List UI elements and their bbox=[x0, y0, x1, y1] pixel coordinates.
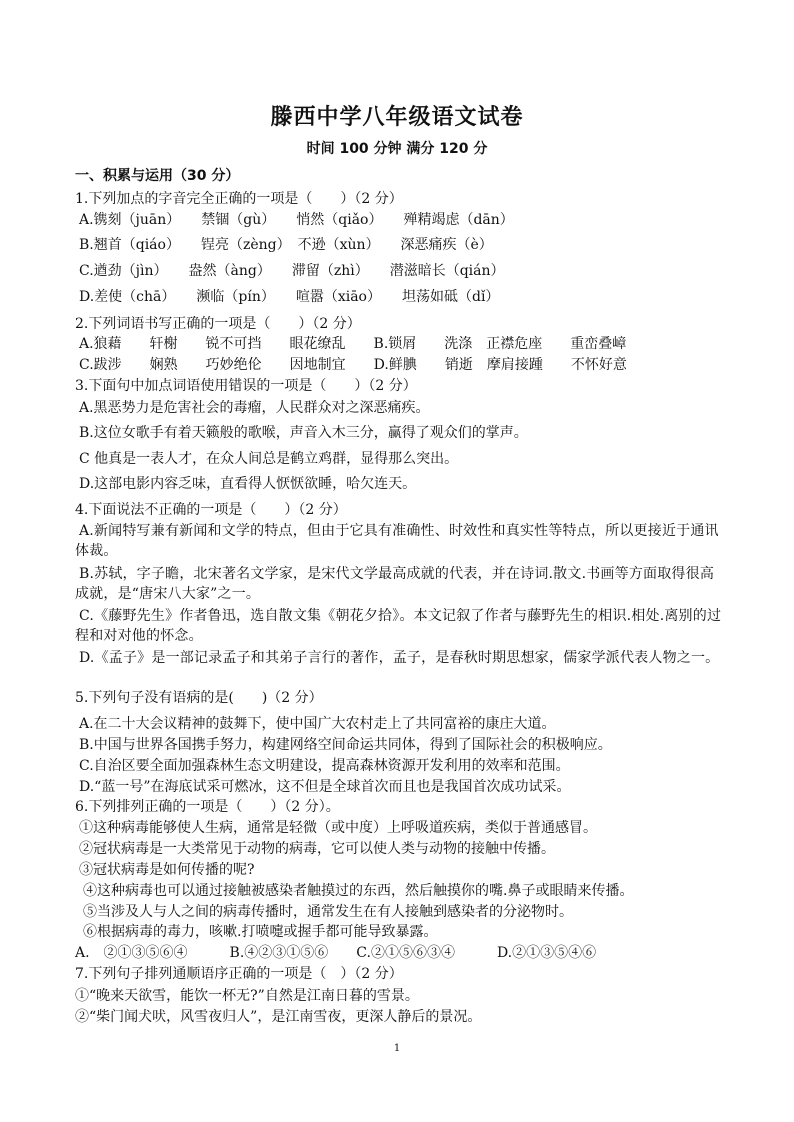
q4-option-a: A.新闻特写兼有新闻和文学的特点，但由于它具有准确性、时效性和真实性等特点，所以更接近于通讯体裁。 bbox=[75, 523, 719, 559]
q1-option-d: D.差使（chā） 濒临（pín） 喧嚣（xiāo） 坦荡如砥（dǐ） bbox=[79, 289, 500, 305]
q5-option-b: B.中国与世界各国携手努力，构建网络空间命运共同体，得到了国际社会的积极响应。 bbox=[79, 737, 612, 753]
q6-sentence-5: ⑤当涉及人与人之间的病毒传播时，通常发生在有人接触到感染者的分泌物时。 bbox=[83, 904, 573, 920]
q6-sentence-6: ⑥根据病毒的毒力，咳嗽.打喷嚏或握手都可能导致暴露。 bbox=[83, 924, 438, 940]
q4-option-d: D.《孟子》是一部记录孟子和其弟子言行的著作，孟子，是春秋时期思想家，儒家学派代表人物之一。 bbox=[79, 650, 720, 666]
page-number: 1 bbox=[393, 1043, 401, 1054]
q6-sentence-4: ④这种病毒也可以通过接触被感染者触摸过的东西，然后触摸你的嘴.鼻子或眼睛来传播。 bbox=[83, 883, 634, 899]
q5-option-a: A.在二十大会议精神的鼓舞下，使中国广大农村走上了共同富裕的康庄大道。 bbox=[79, 716, 556, 732]
q6-sentence-3: ③冠状病毒是如何传播的呢? bbox=[79, 862, 255, 878]
q1-option-b: B.翘首（qiáo） 锃亮（zèng） 不逊（xùn） 深恶痛疾（è） bbox=[79, 237, 493, 253]
q2-options-cd: C.跋涉 娴熟 巧妙绝伦 因地制宜 D.鲜腆 销逝 摩肩接踵 不怀好意 bbox=[79, 357, 627, 373]
q4-option-b: B.苏轼，字子瞻，北宋著名文学家，是宋代文学最高成就的代表，并在诗词.散文.书画等方面取得很高成就，是“唐宋八大家”之一。 bbox=[75, 566, 715, 602]
q6-options: A. ②①③⑤⑥④ B.④②③①⑤⑥ C.②①⑤⑥③④ D.②①③⑤④⑥ bbox=[75, 945, 597, 961]
q1-option-a: A.镌刻（juān） 禁锢（gù） 悄然（qiǎo） 殚精竭虑（dān） bbox=[79, 212, 514, 228]
section-heading: 一、积累与运用（30 分） bbox=[75, 168, 240, 184]
question-2-stem: 2.下列词语书写正确的一项是（ ）（2 分） bbox=[75, 316, 361, 332]
q2-options-ab: A.狼藉 轩榭 锐不可挡 眼花缭乱 B.锁屑 洗涤 正襟危座 重峦叠嶂 bbox=[79, 336, 627, 352]
q5-option-c: C.自治区要全面加强森林生态文明建设，提高森林资源开发利用的效率和范围。 bbox=[79, 758, 570, 774]
question-1-stem: 1.下列加点的字音完全正确的一项是（ ）（2 分） bbox=[75, 191, 403, 207]
q6-sentence-1: ①这种病毒能够使人生病，通常是轻微（或中度）上呼吸道疾病，类似于普通感冒。 bbox=[79, 820, 597, 836]
exam-info: 时间 100 分钟 满分 120 分 bbox=[306, 141, 488, 157]
question-5-stem: 5.下列句子没有语病的是( )（2 分） bbox=[75, 690, 323, 706]
q7-sentence-2: ②“柴门闻犬吠，风雪夜归人”，是江南雪夜，更深人静后的景况。 bbox=[75, 1009, 482, 1025]
q3-option-a: A.黑恶势力是危害社会的毒瘤，人民群众对之深恶痛疾。 bbox=[79, 400, 430, 416]
q7-sentence-1: ①“晚来天欲雪，能饮一杯无?”自然是江南日暮的雪景。 bbox=[75, 988, 419, 1004]
question-4-stem: 4.下面说法不正确的一项是（ ）（2 分） bbox=[75, 502, 347, 518]
q3-option-d: D.这部电影内容乏味，直看得人恹恹欲睡，哈欠连天。 bbox=[79, 476, 417, 492]
question-3-stem: 3.下面句中加点词语使用错误的一项是（ ）（2 分） bbox=[75, 378, 417, 394]
q4-option-c: C.《藤野先生》作者鲁迅，选自散文集《朝花夕拾》。本文记叙了作者与藤野先生的相识.相处.离别的过程和对对他的怀念。 bbox=[75, 608, 722, 644]
q1-option-c: C.遒劲（jìn） 盎然（àng） 滞留（zhì） 潜滋暗长（qián） bbox=[79, 263, 505, 279]
q3-option-c: C 他真是一表人才，在众人间总是鹤立鸡群，显得那么突出。 bbox=[79, 451, 459, 467]
question-7-stem: 7.下列句子排列通顺语序正确的一项是（ ）（2 分） bbox=[75, 966, 403, 982]
q5-option-d: D.“蓝一号”在海底试采可燃冰，这不但是全球首次而且也是我国首次成功试采。 bbox=[79, 779, 571, 795]
q6-sentence-2: ②冠状病毒是一大类常见于动物的病毒，它可以使人类与动物的接触中传播。 bbox=[79, 841, 555, 857]
page-title: 滕西中学八年级语文试卷 bbox=[270, 105, 524, 130]
q3-option-b: B.这位女歌手有着天籁般的歌喉，声音入木三分，赢得了观众们的掌声。 bbox=[79, 425, 528, 441]
question-6-stem: 6.下列排列正确的一项是（ ）（2 分）。 bbox=[75, 799, 340, 815]
